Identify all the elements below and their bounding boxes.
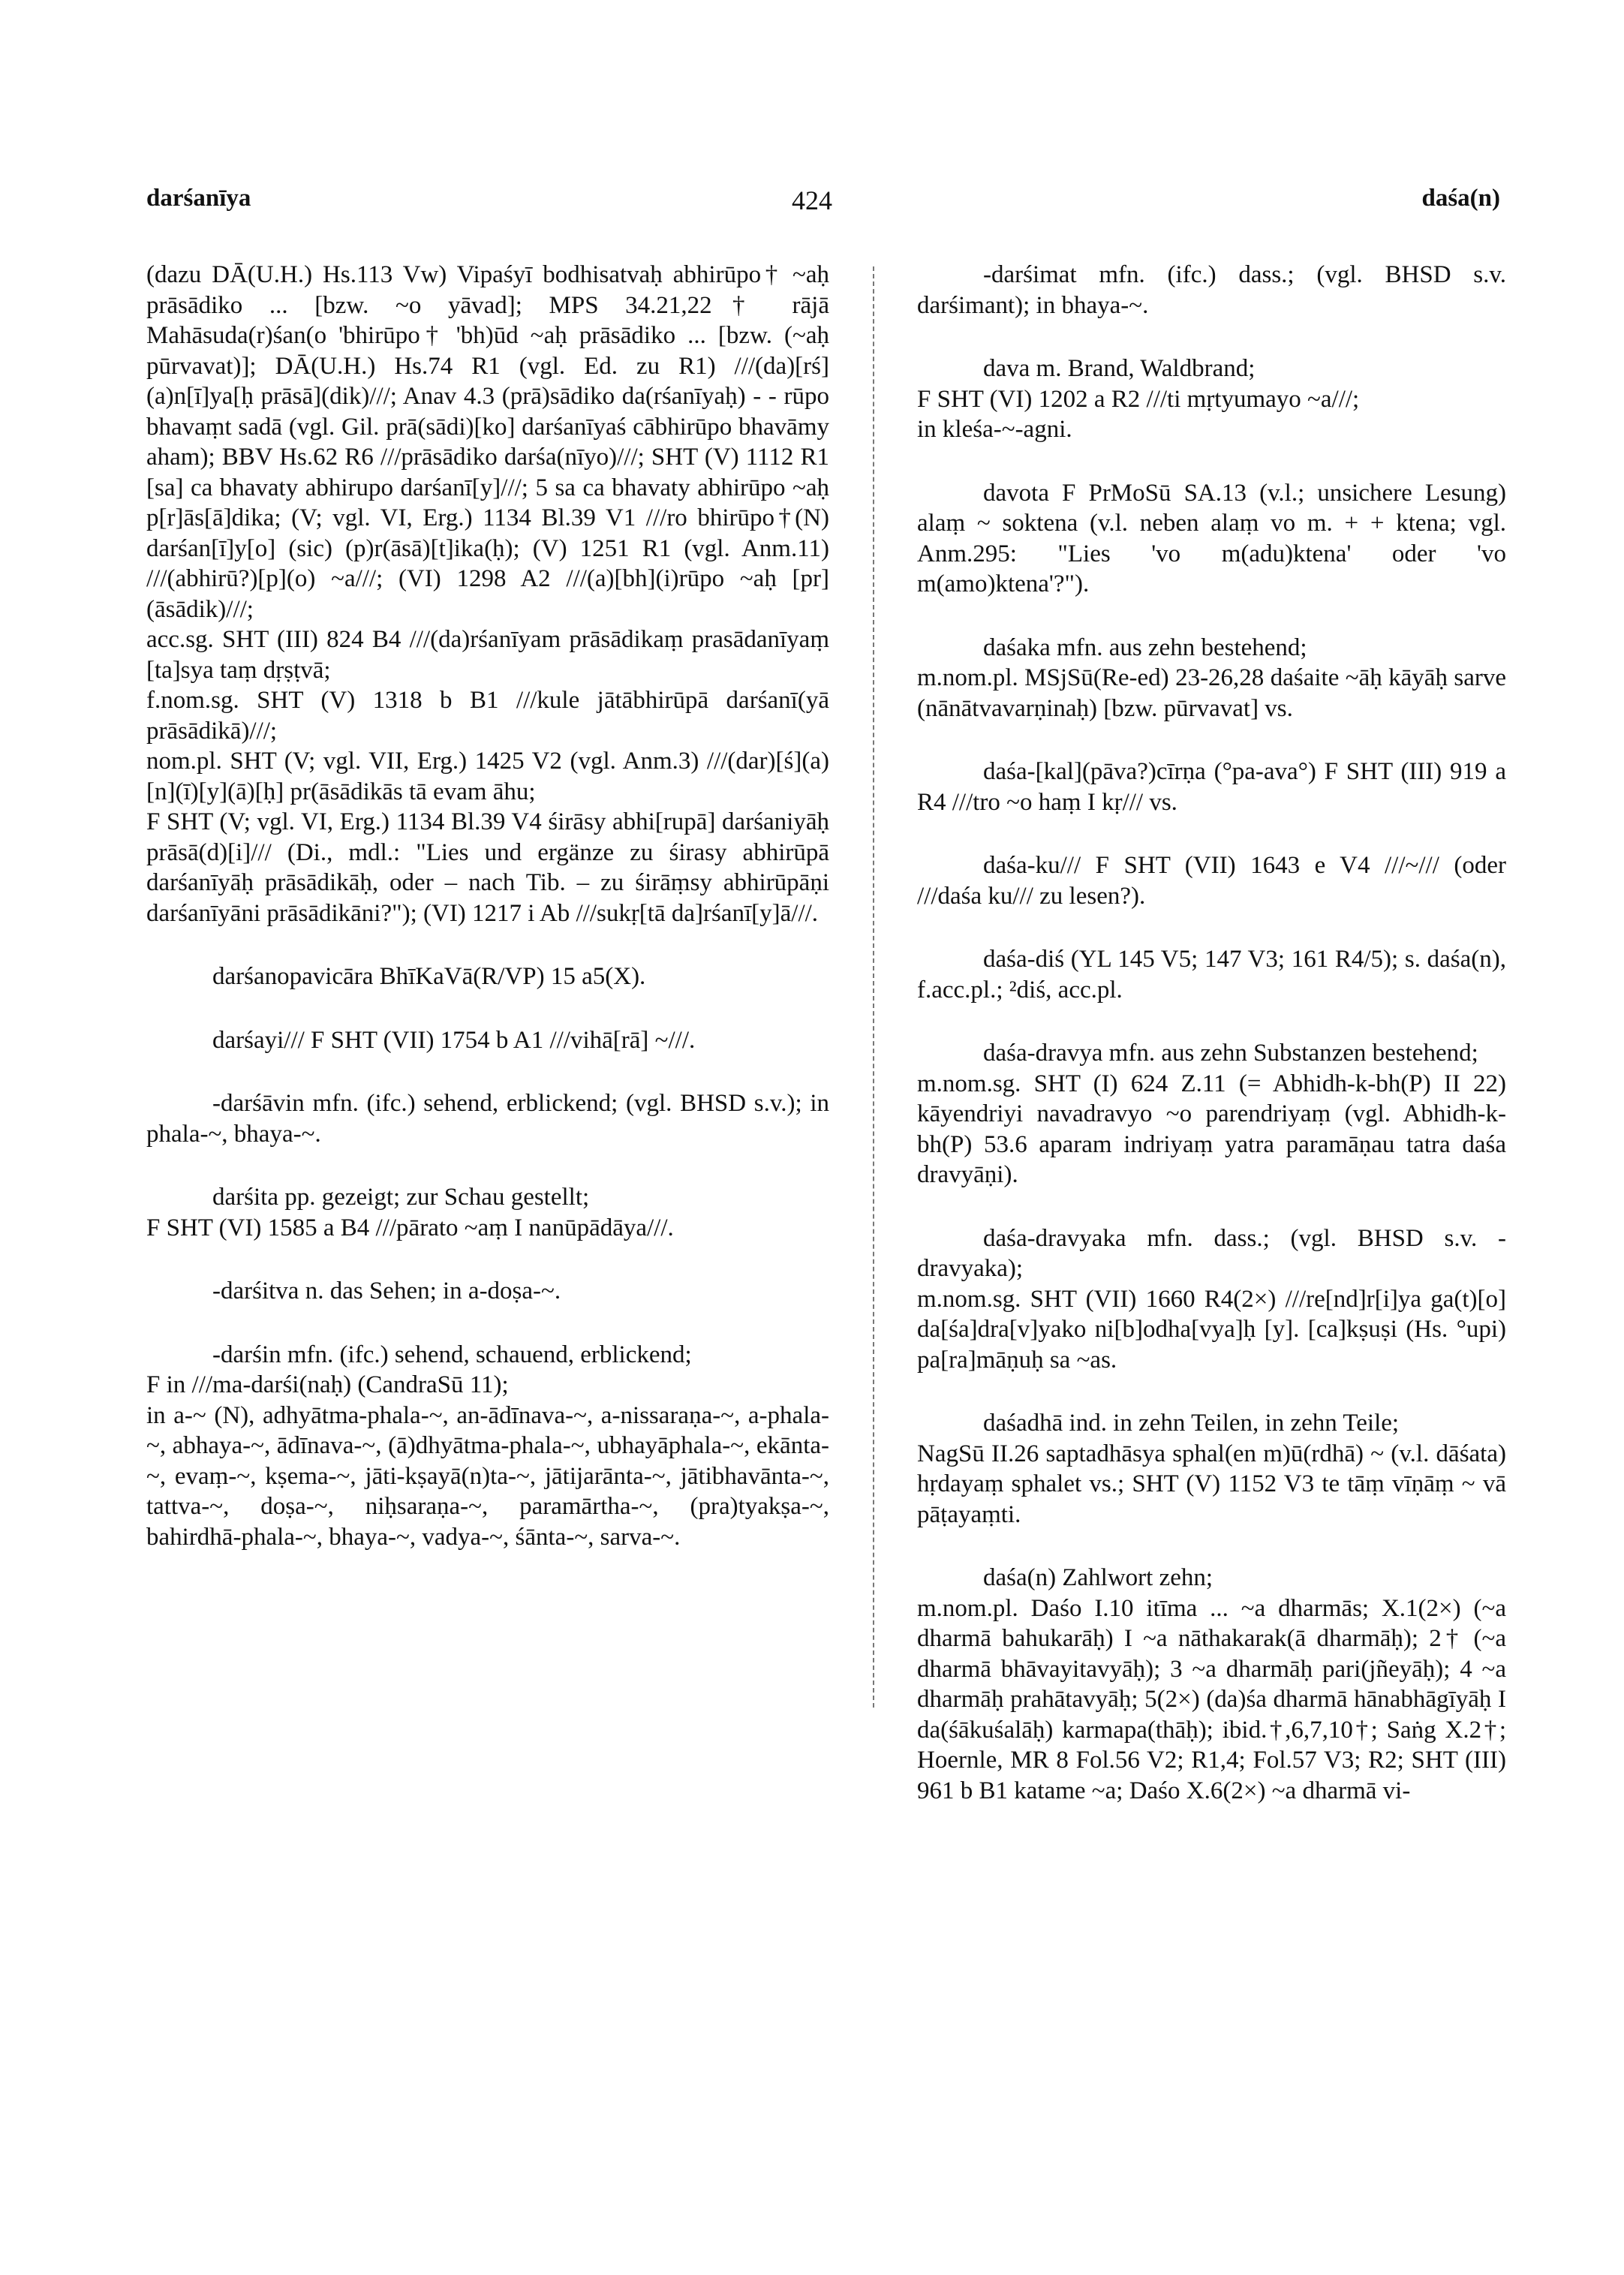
entry-headline: daśaka mfn. aus zehn bestehend; (983, 633, 1307, 661)
entry-dasaka (917, 633, 1506, 724)
entry-headline: darśayi/// F SHT (VII) 1754 b A1 ///vihā[rā] ~///. (212, 1026, 696, 1054)
entry-paragraph: f.nom.sg. SHT (V) 1318 b B1 ///kule jātābhirūpā darśanī(yā prāsādikā)///; (146, 687, 829, 745)
entry-paragraph: nom.pl. SHT (V; vgl. VII, Erg.) 1425 V2 (vgl. Anm.3) ///(dar)[ś](a)[n](ī)[y](ā)[ḥ] pr(āsādikās tā evam āhu; (146, 748, 829, 805)
entry-paragraph: F SHT (V; vgl. VI, Erg.) 1134 Bl.39 V4 śirāsy abhi[rupā] darśaniyāḥ prāsā(d)[i]/// (Di., mdl.: "Lies und ergänze zu śirasy abhirūpā darśanīyāḥ prāsādikāḥ, oder – nach Tib. – zu śirāṃsy abhirūpāṇi darśanīyāni prāsādikāni?"); (VI) 1217 i Ab ///sukṛ[tā da]rśanī[y]ā///. (146, 808, 829, 927)
entry-paragraph: (dazu DĀ(U.H.) Hs.113 Vw) Vipaśyī bodhisatvaḥ abhirūpo† ~aḥ prāsādiko ... [bzw. ~o yāvad]; MPS 34.21,22† rājā Mahāsuda(r)śan(o 'bhirūpo† 'bh)ūd ~aḥ prāsādiko ... [bzw. (~aḥ pūrvavat)]; DĀ(U.H.) Hs.74 R1 (vgl. Ed. zu R1) ///(da)[rś](a)n[ī]ya[ḥ prāsā](dik)///; Anav 4.3 (prā)sādiko da(rśanīyaḥ) - - rūpo bhavaṃt sadā (vgl. Gil. prā(sādi)[ko] darśanīyaś cābhirūpo bhavāmy aham); BBV Hs.62 R6 ///prāsādiko darśa(nīyo)///; SHT (V) 1112 R1 [sa] ca bhavaty abhirupo darśanī[y]///; 5 sa ca bhavaty abhirūpo ~aḥ p[r]ās[ā]dika; (V; vgl. VI, Erg.) 1134 Bl.39 V1 ///ro bhirūpo†(N) darśan[ī]y[o] (sic) (p)r(āsā)[t]ika(ḥ); (V) 1251 R1 (vgl. Anm.11) ///(abhirū?)[p](o) ~a///; (VI) 1298 A2 ///(a)[bh](i)rūpo ~aḥ [pr](āsādik)///; (146, 261, 829, 623)
entry-headline: dava m. Brand, Waldbrand; (983, 355, 1256, 382)
entry-paragraph: F SHT (VI) 1585 a B4 ///pārato ~aṃ I nanūpādāya///. (146, 1214, 674, 1241)
entry-headline: -darśāvin mfn. (ifc.) sehend, erblickend; (vgl. BHSD s.v.); in phala-~, bhaya-~. (146, 1090, 829, 1148)
entry-paragraph: m.nom.pl. Daśo I.10 itīma ... ~a dharmās; X.1(2×) (~a dharmā bahukarāḥ) I ~a nāthakarak(ā dharmāḥ); 2† (~a dharmā bhāvayitavyāḥ); 3 ~a dharmāḥ pari(jñeyāḥ); 4 ~a dharmāḥ prahātavyāḥ; 5(2×) (da)śa dharmā hānabhāgīyāḥ I da(śākuśalāḥ) karmapa(thāḥ); ibid.†,6,7,10†; Saṅg X.2†; Hoernle, MR 8 Fol.56 V2; R1,4; Fol.57 V3; R2; SHT (III) 961 b B1 katame ~a; Daśo X.6(2×) ~a dharmā vi- (917, 1594, 1506, 1804)
entry-darsita (146, 1182, 829, 1243)
entry-headline: daśa(n) Zahlwort zehn; (983, 1564, 1213, 1591)
entry-headline: daśa-[kal](pāva?)cīrṇa (°pa-ava°) F SHT (III) 919 a R4 ///tro ~o haṃ I kṛ/// vs. (917, 758, 1506, 816)
entry-dasadha (917, 1408, 1506, 1530)
entry-headline: -darśimat mfn. (ifc.) dass.; (vgl. BHSD s.v. darśimant); in bhaya-~. (917, 261, 1506, 319)
entry-dasa-kalpavacirna (917, 757, 1506, 817)
right-column (917, 260, 1506, 1839)
entry-dasa-ku (917, 850, 1506, 911)
entry-headline: darśanopavicāra BhīKaVā(R/VP) 15 a5(X). (212, 963, 646, 990)
entry-dasa-dis (917, 944, 1506, 1005)
entry-darsitva (146, 1276, 829, 1307)
entry-dasa-dravya (917, 1038, 1506, 1190)
entry-paragraph: in kleśa-~-agni. (917, 416, 1072, 443)
entry-headline: daśa-dravya mfn. aus zehn Substanzen bestehend; (983, 1040, 1478, 1067)
entry-paragraph: acc.sg. SHT (III) 824 B4 ///(da)rśanīyam prāsādikaṃ prasādanīyaṃ [ta]sya taṃ dṛṣṭvā; (146, 626, 829, 684)
entry-headline: daśadhā ind. in zehn Teilen, in zehn Teile; (983, 1410, 1400, 1437)
entry-headline: daśa-diś (YL 145 V5; 147 V3; 161 R4/5); s. daśa(n), f.acc.pl.; ²diś, acc.pl. (917, 946, 1506, 1004)
running-header-right: daśa(n) (1421, 185, 1500, 212)
entry-paragraph: m.nom.pl. MSjSū(Re-ed) 23-26,28 daśaite ~āḥ kāyāḥ sarve (nānātvavarṇinaḥ) [bzw. pūrvavat] vs. (917, 664, 1506, 722)
entry-darsayi (146, 1025, 829, 1056)
entry-paragraph: in a-~ (N), adhyātma-phala-~, an-ādīnava-~, a-nissaraṇa-~, a-phala-~, abhaya-~, ādīnava-~, (ā)dhyātma-phala-~, ubhayāphala-~, ekānta-~, evaṃ-~, kṣema-~, jāti-kṣayā(n)ta-~, jātijarānta-~, jātibhavānta-~, tattva-~, doṣa-~, niḥsaraṇa-~, paramārtha-~, (pra)tyakṣa-~, bahirdhā-phala-~, bhaya-~, vadya-~, śānta-~, sarva-~. (146, 1401, 829, 1551)
entry-headline: -darśitva n. das Sehen; in a-doṣa-~. (212, 1277, 561, 1305)
entry-paragraph: m.nom.sg. SHT (VII) 1660 R4(2×) ///re[nd]r[i]ya ga(t)[o] da[śa]dra[v]yako ni[b]odha[vya]ḥ [y]. [ca]kṣuṣi (Hs. °upi) pa[ra]māṇuḥ sa ~as. (917, 1285, 1506, 1374)
entry-dasa-dravyaka (917, 1223, 1506, 1376)
entry-darsavin (146, 1088, 829, 1149)
entry-headline: -darśin mfn. (ifc.) sehend, schauend, erblickend; (212, 1341, 692, 1368)
page-number: 424 (792, 185, 832, 215)
entry-dasan (917, 1563, 1506, 1806)
running-header-left: darśanīya (146, 185, 251, 212)
entry-headline: daśa-ku/// F SHT (VII) 1643 e V4 ///~/// (oder ///daśa ku/// zu lesen?). (917, 852, 1506, 910)
entry-paragraph: NagSū II.26 saptadhāsya sphal(en m)ū(rdhā) ~ (v.l. dāśata) hṛdayaṃ sphalet vs.; SHT (V) 1152 V3 te tāṃ vīṇāṃ ~ vā pāṭayaṃti. (917, 1440, 1506, 1528)
entry-davota (917, 478, 1506, 600)
entry-darsanopavicara (146, 961, 829, 992)
entry-headline: davota F PrMoSū SA.13 (v.l.; unsichere Lesung) alaṃ ~ soktena (v.l. neben alaṃ vo m. + + ktena; vgl. Anm.295: "Lies 'vo m(adu)ktena' oder 'vo m(amo)ktena'?"). (917, 479, 1506, 597)
entry-darsaniya-continuation (146, 260, 829, 928)
entry-dava (917, 354, 1506, 445)
entry-darsimat (917, 260, 1506, 320)
entry-paragraph: F in ///ma-darśi(naḥ) (CandraSū 11); (146, 1371, 509, 1398)
entry-paragraph: m.nom.sg. SHT (I) 624 Z.11 (= Abhidh-k-bh(P) II 22) kāyendriyi navadravyo ~o parendriyaṃ (vgl. Abhidh-k-bh(P) 53.6 aparam indriyaṃ yatra paramāṇau tatra daśa dravyāṇi). (917, 1070, 1506, 1188)
entry-paragraph: F SHT (VI) 1202 a R2 ///ti mṛtyumayo ~a///; (917, 385, 1360, 413)
left-column (146, 260, 829, 1585)
entry-headline: daśa-dravyaka mfn. dass.; (vgl. BHSD s.v. -dravyaka); (917, 1224, 1506, 1282)
column-divider (873, 266, 874, 1708)
entry-darsin (146, 1340, 829, 1553)
entry-headline: darśita pp. gezeigt; zur Schau gestellt; (212, 1184, 590, 1211)
